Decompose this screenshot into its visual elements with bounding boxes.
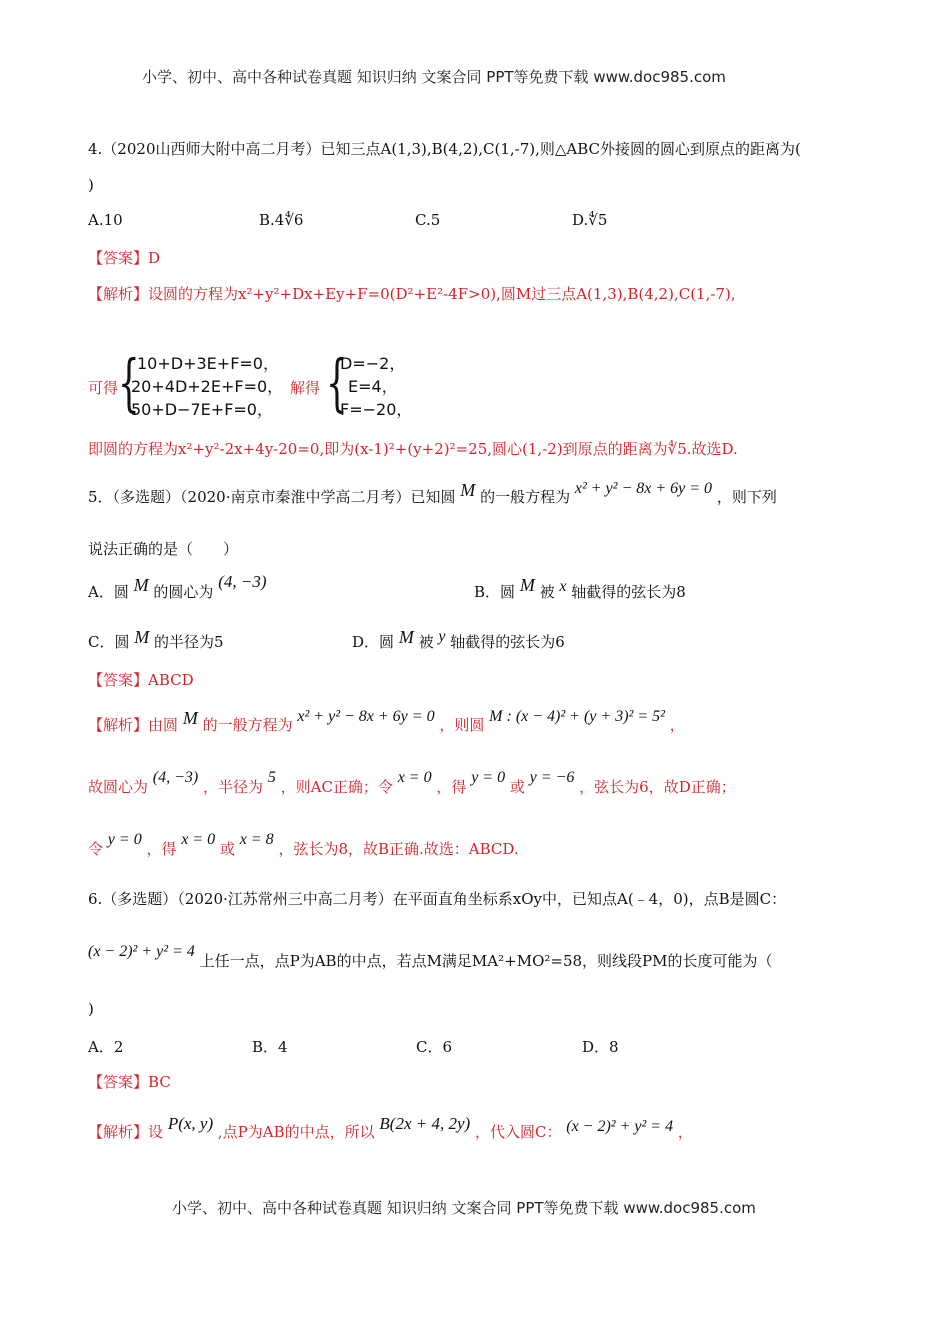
q6-answer [88,1071,171,1092]
q4-system-1-row: 10+D+3E+F=0， [137,354,279,373]
q5-stem-line2: 说法正确的是（ ） [88,540,239,558]
q5-option-d-label: D．圆 [352,633,395,651]
q6-analysis-math: B(2x + 4, 2y) [379,1114,471,1133]
q5-analysis-text: ，弦长为8，故B正确.故选：ABCD. [278,840,519,858]
q5-option-d [352,627,565,652]
q5-analysis-line1 [88,708,685,735]
q5-analysis-text: 由圆 [148,716,179,734]
q4-stem-close: ) [88,176,94,194]
q5-option-b [474,575,686,602]
q6-stem-line1: 6.（多选题）（2020·江苏常州三中高二月考）在平面直角坐标系xOy中，已知点A(﹣4，0)，点B是圆C： [88,890,787,908]
q5-analysis-m: M [182,708,198,728]
q4-system-1-row: 20+4D+2E+F=0， [131,377,284,396]
q4-option-d: D.∜5 [572,211,608,229]
q5-analysis-math: y = −6 [529,769,575,786]
q5-option-c-label: C．圆 [88,633,130,651]
q4-analysis-label: 【解析】 [88,285,149,303]
q5-analysis-text: 故圆心为 [88,778,149,796]
q5-analysis-text: ，半径为 [203,778,264,796]
q5-analysis-line2 [88,769,736,797]
q4-analysis-text1: 设圆的方程为x²+y²+Dx+Ey+F=0(D²+E²-4F>0),圆M过三点A(1,3),B(4,2),C(1,-7), [148,285,736,303]
q4-stem-part2: A(1,3),B(4,2),C(1,-7),则△ABC外接圆的圆心到原点的距离为( [380,140,801,158]
q5-option-a [88,572,267,602]
q4-answer-label: 【答案】 [88,249,149,267]
q5-analysis-text: ，得 [146,840,177,858]
q6-analysis-text: ，代入圆C： [474,1123,562,1141]
q5-analysis-eq1: x² + y² − 8x + 6y = 0 [297,708,435,725]
q5-analysis-text: ， [669,716,685,734]
q5-circle-m: M [460,480,476,500]
q6-option-d: D．8 [582,1038,619,1056]
q5-option-d-y: y [438,628,446,645]
q5-answer [88,669,194,690]
q4-system-2 [340,352,412,421]
q6-circle-eq: (x − 2)² + y² = 4 [88,943,195,960]
q5-option-a-m: M [133,575,149,595]
q5-option-d-m: M [398,627,414,647]
q5-analysis-math: (4, −3) [152,769,199,786]
q5-option-b-text1: 被 [539,583,555,601]
q4-kede: 可得 [88,379,119,397]
q5-option-c [88,627,224,652]
q5-option-c-m: M [134,627,150,647]
q4-option-a: A.10 [88,211,123,229]
q5-option-a-center: (4, −3) [218,572,267,591]
q5-analysis-text: 令 [88,840,104,858]
q5-analysis-text: ，弦长为6，故D正确； [579,778,736,796]
q6-analysis-math: (x − 2)² + y² = 4 [566,1118,674,1135]
left-brace-2: { [326,346,348,419]
q6-option-a: A．2 [88,1038,124,1056]
q5-analysis-math: x = 8 [239,831,274,848]
q4-answer [88,247,160,268]
q4-answer-value: D [148,249,161,267]
q5-option-d-text2: 轴截得的弦长为6 [450,633,565,651]
q5-analysis-math: x = 0 [181,831,216,848]
q5-analysis-eq2: M : (x − 4)² + (y + 3)² = 5² [489,708,665,725]
q5-analysis-math: y = 0 [107,831,142,848]
q6-analysis-text: 设 [148,1123,164,1141]
q4-analysis-line2: 即圆的方程为x²+y²-2x+4y-20=0,即为(x-1)²+(y+2)²=25,圆心(1,-2)到原点的距离为∜5.故选D. [88,440,738,458]
q6-option-b: B．4 [252,1038,288,1056]
q5-analysis-text: 的一般方程为 [202,716,293,734]
q5-stem-part2: 的一般方程为 [480,488,571,506]
q6-answer-label: 【答案】 [88,1073,149,1091]
q5-analysis-text: ，则AC正确；令 [280,778,393,796]
page-header: 小学、初中、高中各种试卷真题 知识归纳 文案合同 PPT等免费下载 www.doc985.com [142,68,726,86]
q5-option-d-text1: 被 [418,633,434,651]
q5-analysis-text: 或 [219,840,235,858]
q5-analysis-text: ，得 [436,778,467,796]
q4-stem [88,138,801,159]
q4-stem-part1: 4.（2020山西师大附中高二月考）已知三点 [88,140,381,158]
q4-option-c: C.5 [415,211,441,229]
q6-analysis-line1 [88,1114,693,1142]
q4-system-1-row: 50+D−7E+F=0， [131,400,273,419]
q5-option-c-text: 的半径为5 [154,633,224,651]
q5-option-b-x: x [559,578,567,595]
q4-option-b: B.4∜6 [259,211,304,229]
q5-option-b-text2: 轴截得的弦长为8 [571,583,686,601]
q5-option-a-text: 的圆心为 [153,583,214,601]
q6-stem-line2 [88,943,773,971]
q5-stem-line1 [88,480,777,507]
q6-analysis-text: ,点P为AB的中点，所以 [217,1123,375,1141]
q5-analysis-math: x = 0 [397,769,432,786]
q5-analysis-math: y = 0 [471,769,506,786]
q5-analysis-label: 【解析】 [88,716,149,734]
q4-system-2-row: E=4， [348,377,398,396]
q6-answer-value: BC [148,1073,171,1091]
q6-option-c: C．6 [416,1038,453,1056]
page-footer: 小学、初中、高中各种试卷真题 知识归纳 文案合同 PPT等免费下载 www.doc985.com [172,1199,756,1217]
q5-answer-label: 【答案】 [88,671,149,689]
q4-system-1 [131,352,283,421]
q4-system-2-row: F=−20， [340,400,413,419]
q5-analysis-line3 [88,831,519,859]
q5-option-b-m: M [519,575,535,595]
q6-stem-text: 上任一点，点P为AB的中点，若点M满足MA²+MO²=58，则线段PM的长度可能为（ [199,952,773,970]
left-brace-1: { [118,346,140,419]
q5-analysis-text: ，则圆 [439,716,485,734]
q5-option-a-label: A．圆 [88,583,129,601]
q5-analysis-math: 5 [267,769,276,786]
q5-option-b-label: B．圆 [474,583,516,601]
q5-analysis-text: 或 [509,778,525,796]
q4-system-2-row: D=−2， [340,354,406,373]
q6-stem-close: ) [88,1000,94,1018]
q5-answer-value: ABCD [148,671,194,689]
q5-stem-part1: 5．（多选题）（2020·南京市秦淮中学高二月考）已知圆 [88,488,456,506]
q6-analysis-label: 【解析】 [88,1123,149,1141]
q6-analysis-math: P(x, y) [167,1114,214,1133]
q5-stem-part3: ，则下列 [716,488,777,506]
q6-analysis-text: ， [677,1123,693,1141]
q4-analysis-line1 [88,283,736,304]
q4-jiede: 解得 [290,379,321,397]
q5-equation: x² + y² − 8x + 6y = 0 [574,480,713,497]
